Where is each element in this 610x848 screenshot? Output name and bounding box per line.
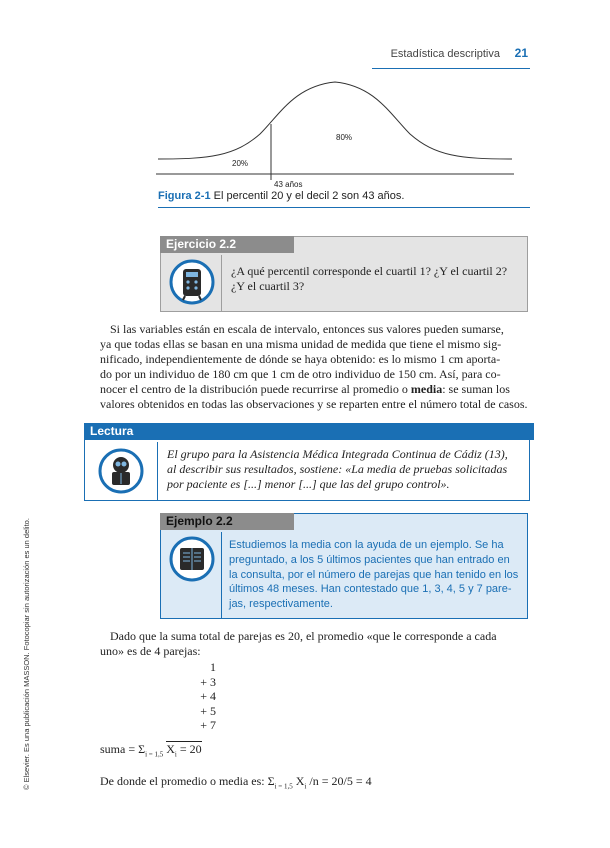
ejemplo-title: Ejemplo 2.2: [160, 513, 294, 530]
paragraph-interval: Si las variables están en escala de intervalo, entonces sus valores pueden sumarse, ya que todas ellas se basan en una misma unidad de medida que tiene el mismo sig- nificado, independientemente de dónde se haya obtenido: es lo mismo 1 cm aporta- do por un individuo de 180 cm que 1 cm de otro individuo de 150 cm. Así, para co- nocer el centro de la distribución puede recurrirse al promedio o media: se suman los valores obtenidos en todas las observaciones y se reparten entre el número total de casos.: [100, 322, 528, 411]
book-character-icon: [169, 536, 215, 582]
caption-text: El percentil 20 y el decil 2 son 43 años.: [210, 190, 405, 202]
label-20: 20%: [232, 159, 249, 168]
caption-rule: [158, 207, 530, 208]
sum-item: 1: [210, 660, 216, 674]
copyright-note: © Elsevier. Es una publicación MASSON. Fotocopiar sin autorización es un delito.: [22, 518, 31, 790]
calculator-character-icon: [169, 259, 215, 305]
mean-formula: De donde el promedio o media es: $\Sigma_{i = 1,5}$ $X_i$ /n = 20/5 = 4: [100, 774, 372, 791]
caption-label: Figura 2-1: [158, 190, 211, 202]
media-term: media: [410, 381, 443, 396]
ejemplo-divider: [221, 532, 222, 618]
normal-curve-figure: [150, 74, 520, 192]
exercise-title: Ejercicio 2.2: [160, 236, 294, 253]
bell-curve: [158, 82, 512, 159]
header-rule: [372, 68, 530, 69]
page-number: 21: [514, 46, 528, 60]
sum-list: [186, 660, 216, 733]
lectura-text: El grupo para la Asistencia Médica Integrada Continua de Cádiz (13), al describir sus resultados, sostiene: «La media de pruebas solicitadas por paciente es [...] menor [...] que las del grupo control».: [167, 447, 508, 492]
figure-caption: [158, 190, 404, 202]
axis-label: 43 años: [274, 180, 303, 189]
sum-item: + 3: [200, 674, 216, 689]
lectura-box: [84, 423, 530, 501]
paragraph-sum: Dado que la suma total de parejas es 20, el promedio «que le corresponde a cada uno» es de 4 parejas:: [100, 629, 497, 658]
exercise-divider: [221, 255, 222, 311]
exercise-box: [160, 236, 528, 312]
reader-character-icon: [98, 448, 144, 494]
ejemplo-box: [160, 513, 528, 619]
sum-item: + 4: [200, 689, 216, 703]
page-header: [0, 46, 610, 66]
lectura-title: Lectura: [84, 423, 534, 440]
section-title: Estadística descriptiva: [390, 48, 500, 60]
label-80: 80%: [336, 133, 353, 142]
sum-item: + 7: [200, 718, 216, 732]
sum-formula: suma = $\Sigma_{i = 1,5}$ $X_i = 20$: [100, 742, 202, 759]
ejemplo-text: Estudiemos la media con la ayuda de un ejemplo. Se ha preguntado, a los 5 últimos pacientes que han entrado en la consulta, por el número de parejas que han tenido en los últimos 48 meses. Han contestado que 1, 3, 4, 5 y 7 pare- jas, respectivamente.: [229, 539, 519, 611]
lectura-divider: [157, 442, 158, 500]
exercise-text: ¿A qué percentil corresponde el cuartil 1? ¿Y el cuartil 2? ¿Y el cuartil 3?: [231, 264, 508, 293]
sum-item: + 5: [200, 703, 216, 718]
